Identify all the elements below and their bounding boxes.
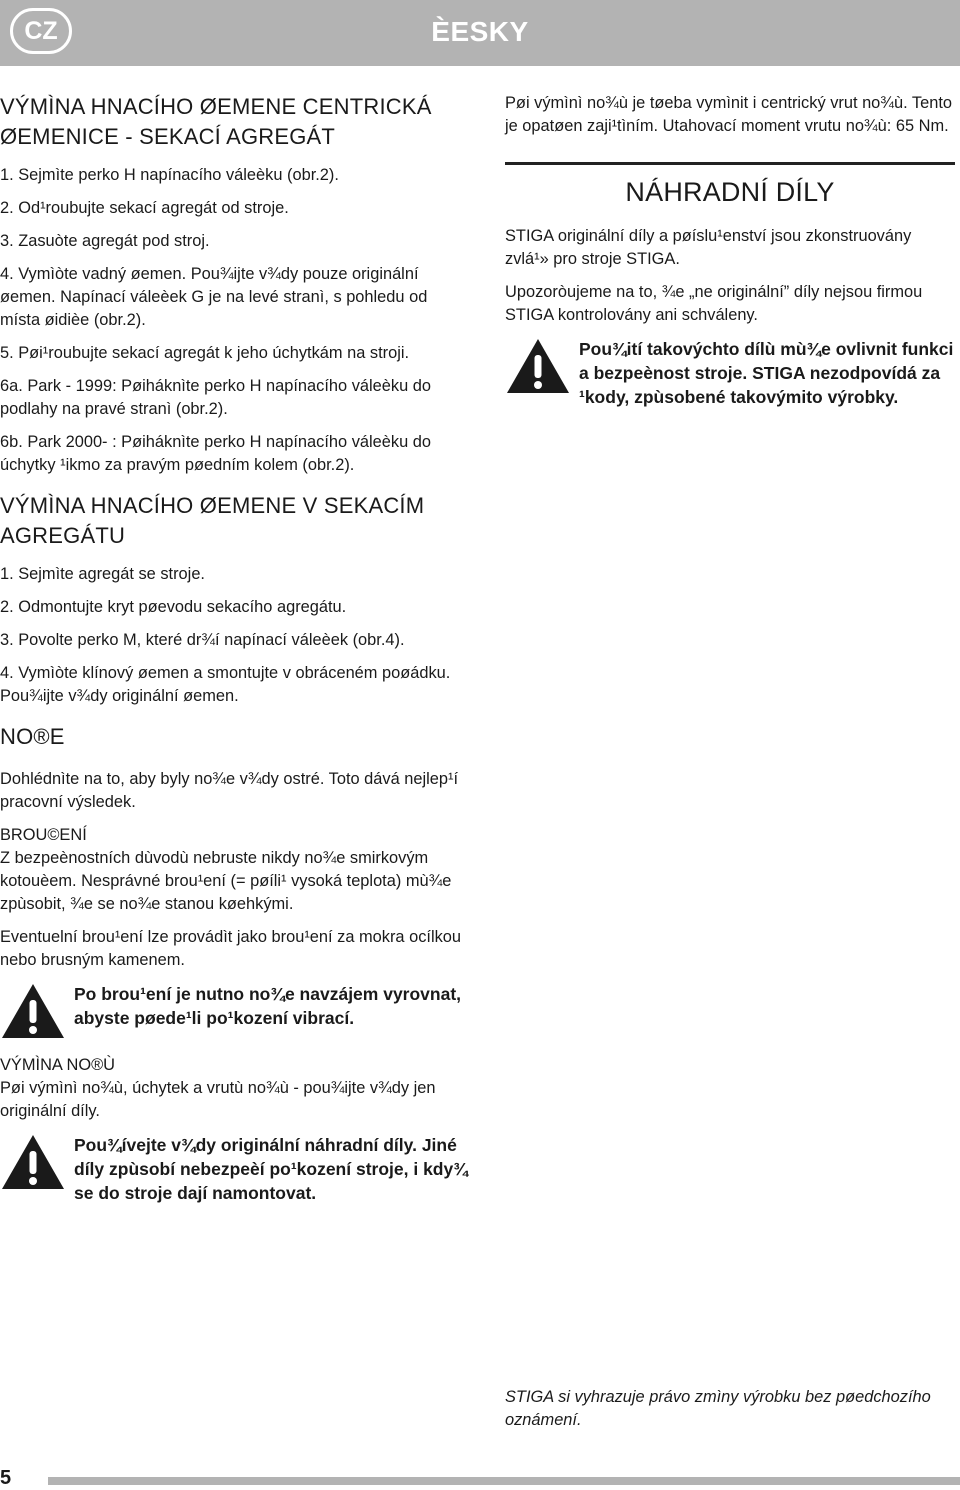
left-column xyxy=(0,92,470,1219)
step: 4. Vymìòte vadný øemen. Pou¾ijte v¾dy pouze originální øemen. Napínací váleèek G je na levé stranì, s pohledu od místa øidièe (obr.2). xyxy=(0,265,428,329)
divider xyxy=(505,162,955,165)
step: 2. Odmontujte kryt pøevodu sekacího agregátu. xyxy=(0,598,347,616)
step: 4. Vymìòte klínový øemen a smontujte v obráceném poøádku. Pou¾ijte v¾dy originální øemen. xyxy=(0,664,451,705)
warning-box xyxy=(505,337,955,409)
page-header xyxy=(0,0,960,66)
warning-text: Pou¾ívejte v¾dy originální náhradní díly. Jiné díly zpùsobí nebezpeèí po¹kození stroje, i kdy¾ se do stroje dají namontovat. xyxy=(74,1135,468,1203)
paragraph: Pøi výmìnì no¾ù, úchytek a vrutù no¾ù - pou¾ijte v¾dy jen originální díly. xyxy=(0,1079,436,1120)
step: 5. Pøi¹roubujte sekací agregát k jeho úchytkám na stroji. xyxy=(0,344,410,362)
section-title-spare-parts: NÁHRADNÍ DÍLY xyxy=(625,177,835,207)
section-title-blades: NO®E xyxy=(0,724,65,749)
section-title-cutting-belt: VÝMÌNA HNACÍHO ØEMENE V SEKACÍM AGREGÁTU xyxy=(0,493,425,548)
paragraph: Pøi výmìnì no¾ù je tøeba vymìnit i centrický vrut no¾ù. Tento je opatøen zaji¹tìním. Utahovací moment vrutu no¾ù: 65 Nm. xyxy=(505,94,952,135)
warning-text: Pou¾ití takovýchto dílù mù¾e ovlivnit funkci a bezpeènost stroje. STIGA nezodpovídá za ¹kody, zpùsobené takovýmito výrobky. xyxy=(579,339,954,407)
step: 3. Povolte perko M, které dr¾í napínací váleèek (obr.4). xyxy=(0,631,405,649)
right-column xyxy=(505,92,955,423)
language-title: ÈESKY xyxy=(431,16,529,47)
paragraph: Z bezpeènostních dùvodù nebruste nikdy no¾e smirkovým kotouèem. Nesprávné brou¹ení (= pøíli¹ vysoká teplota) mù¾e zpùsobit, ¾e se no¾e stanou køehkými. xyxy=(0,849,452,913)
subheading-grinding: BROU©ENÍ xyxy=(0,826,87,844)
warning-box xyxy=(0,982,470,1040)
paragraph: STIGA originální díly a pøíslu¹enství jsou zkonstruovány zvlá¹» pro stroje STIGA. xyxy=(505,227,912,268)
footnote: STIGA si vyhrazuje právo zmìny výrobku bez pøedchozího oznámení. xyxy=(505,1388,931,1429)
warning-icon xyxy=(0,982,66,1040)
footer-bar xyxy=(48,1477,960,1485)
step: 2. Od¹roubujte sekací agregát od stroje. xyxy=(0,199,289,217)
subheading-blade-replacement: VÝMÌNA NO®Ù xyxy=(0,1056,115,1074)
warning-box xyxy=(0,1133,470,1205)
warning-icon xyxy=(505,337,571,395)
step: 1. Sejmìte agregát se stroje. xyxy=(0,565,205,583)
paragraph: Eventuelní brou¹ení lze provádìt jako brou¹ení za mokra ocílkou nebo brusným kamenem. xyxy=(0,928,462,969)
paragraph: Upozoròujeme na to, ¾e „ne originální” díly nejsou firmou STIGA kontrolovány ani schváleny. xyxy=(505,283,923,324)
page-number: 5 xyxy=(0,1467,12,1489)
step: 6a. Park - 1999: Pøiháknìte perko H napínacího váleèku do podlahy na pravé stranì (obr.2). xyxy=(0,377,431,418)
paragraph: Dohlédnìte na to, aby byly no¾e v¾dy ostré. Toto dává nejlep¹í pracovní výsledek. xyxy=(0,770,459,811)
country-badge: CZ xyxy=(10,8,72,54)
section-title-centric-belt: VÝMÌNA HNACÍHO ØEMENE CENTRICKÁ ØEMENICE - SEKACÍ AGREGÁT xyxy=(0,94,432,149)
warning-icon xyxy=(0,1133,66,1191)
warning-text: Po brou¹ení je nutno no¾e navzájem vyrovnat, abyste pøede¹li po¹kození vibrací. xyxy=(74,984,462,1028)
step: 1. Sejmìte perko H napínacího váleèku (obr.2). xyxy=(0,166,339,184)
step: 6b. Park 2000- : Pøiháknìte perko H napínacího váleèku do úchytky ¹ikmo za pravým pøedním kolem (obr.2). xyxy=(0,433,431,474)
step: 3. Zasuòte agregát pod stroj. xyxy=(0,232,210,250)
